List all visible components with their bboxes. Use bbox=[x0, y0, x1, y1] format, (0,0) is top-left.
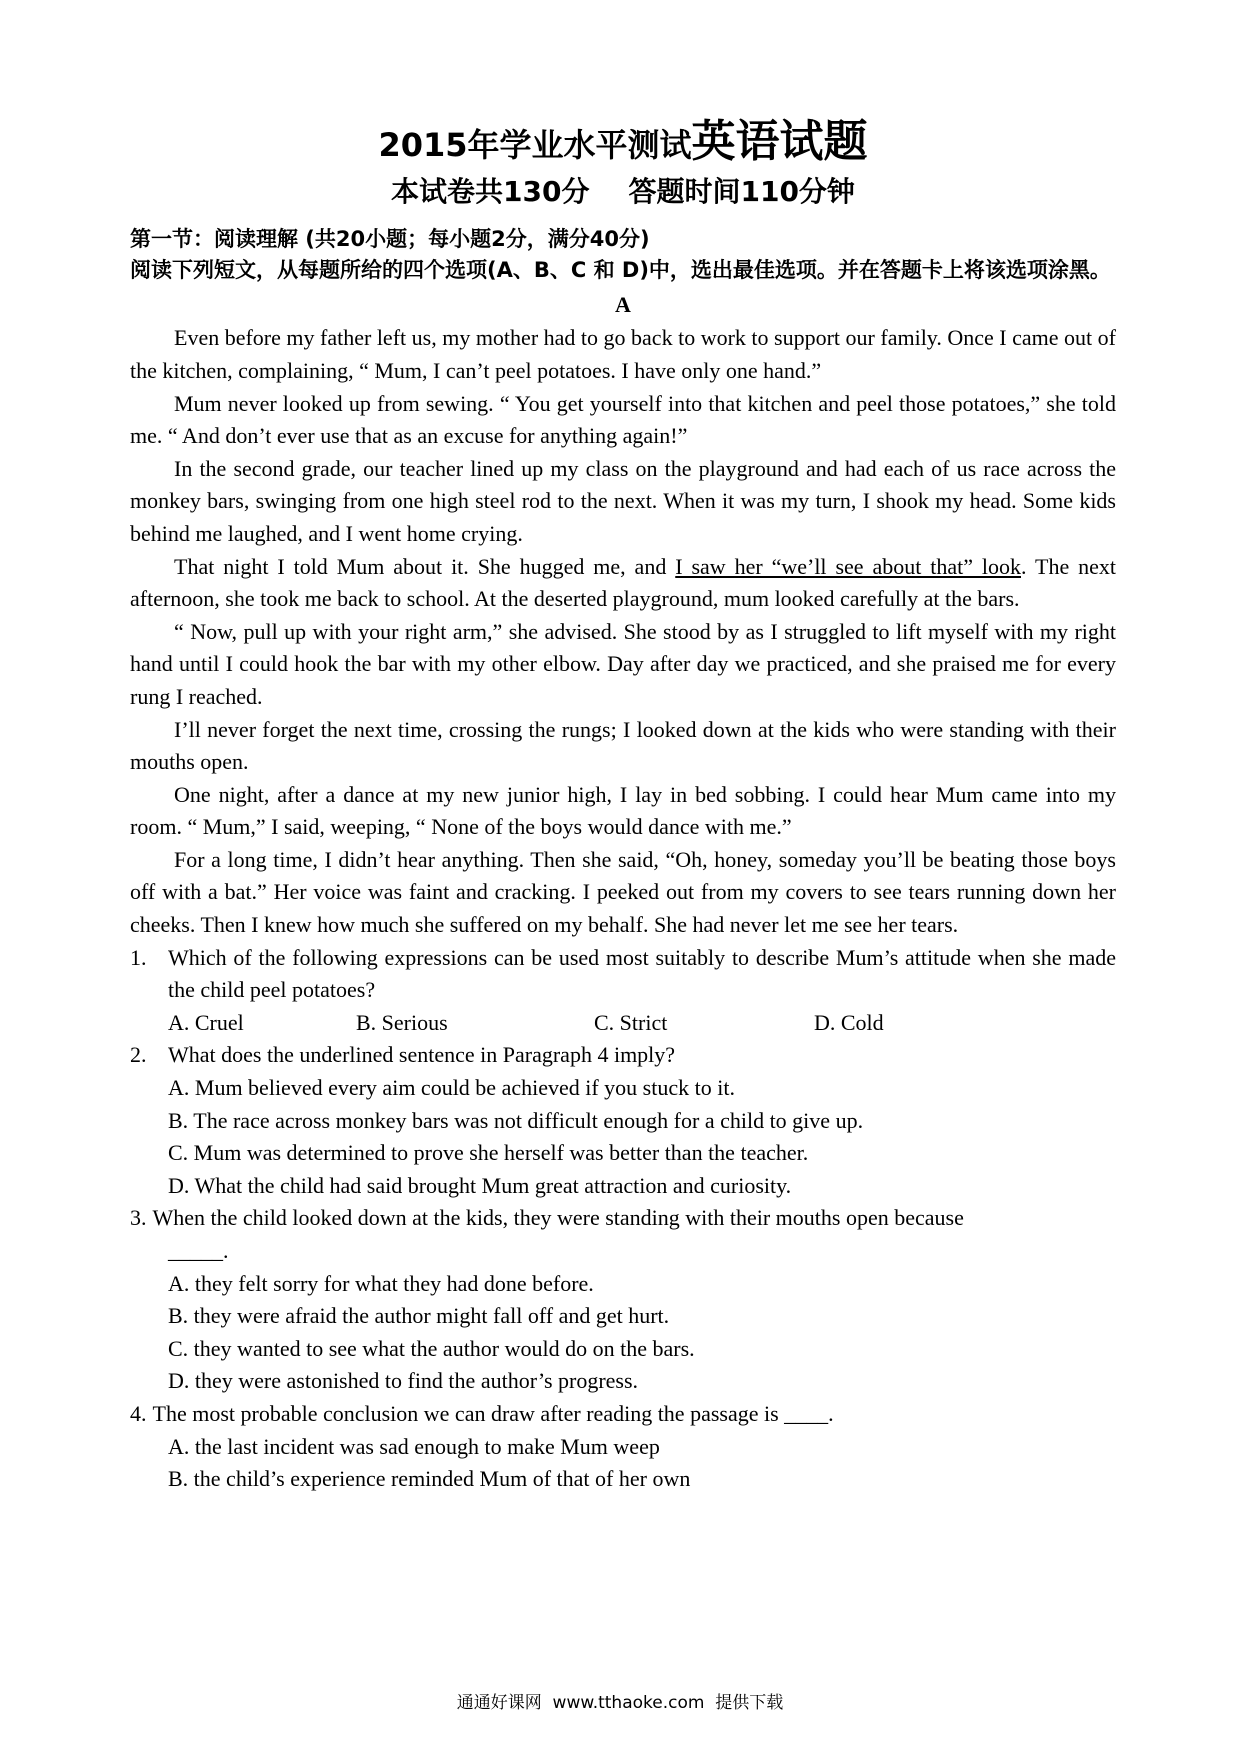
option-a: A. the last incident was sad enough to make Mum weep bbox=[168, 1433, 660, 1459]
paragraph-2: Mum never looked up from sewing. “ You get yourself into that kitchen and peel those potatoes,” she told me. “ And don’t ever use that as an excuse for anything again!” bbox=[130, 390, 1116, 449]
question-1-stem bbox=[130, 942, 1116, 1007]
question-text: What does the underlined sentence in Paragraph 4 imply? bbox=[168, 1042, 676, 1068]
question-number: 3. bbox=[130, 1205, 147, 1231]
paragraph-8: For a long time, I didn’t hear anything. Then she said, “Oh, honey, someday you’ll be beating those boys off with a bat.” Her voice was faint and cracking. I peeked out from my covers to see tears running down her cheeks. Then I knew how much she suffered on my behalf. She had never let me see her tears. bbox=[130, 846, 1116, 938]
question-text: Which of the following expressions can be used most suitably to describe Mum’s attitude when she made the child peel potatoes? bbox=[168, 944, 1116, 1003]
paragraph-5: “ Now, pull up with your right arm,” she advised. She stood by as I struggled to lift myself with my right hand until I could hook the bar with my other elbow. Day after day we practiced, and she praised me for every rung I reached. bbox=[130, 618, 1116, 709]
question-1-options bbox=[130, 1007, 1116, 1040]
paragraph-3: In the second grade, our teacher lined up my class on the playground and had each of us race across the monkey bars, swinging from one high steel rod to the next. When it was my turn, I shook my head. Some kids behind me laughed, and I went home crying. bbox=[130, 455, 1116, 546]
question-2-stem bbox=[130, 1039, 1116, 1072]
paragraph-1: Even before my father left us, my mother had to go back to work to support our family. Once I came out of the kitchen, complaining, “ Mum, I can’t peel potatoes. I have only one hand.” bbox=[130, 325, 1116, 383]
option-d: D. What the child had said brought Mum great attraction and curiosity. bbox=[168, 1172, 792, 1198]
option-a: A. Mum believed every aim could be achieved if you stuck to it. bbox=[168, 1075, 735, 1101]
paragraph-4 bbox=[130, 551, 1116, 616]
option-b: B. The race across monkey bars was not difficult enough for a child to give up. bbox=[168, 1107, 864, 1133]
page-footer: 通通好课网 www.tthaoke.com 提供下载 bbox=[456, 1693, 784, 1713]
option-d: D. Cold bbox=[814, 1009, 884, 1035]
question-number: 2. bbox=[130, 1042, 147, 1068]
question-4 bbox=[130, 1398, 1116, 1496]
option-b: B. Serious bbox=[356, 1009, 448, 1035]
option-c: C. they wanted to see what the author would do on the bars. bbox=[168, 1335, 695, 1361]
paragraph-4-before: That night I told Mum about it. She hugged me, and bbox=[174, 553, 676, 579]
paragraph-7: One night, after a dance at my new junior high, I lay in bed sobbing. I could hear Mum came into my room. “ Mum,” I said, weeping, “ None of the boys would dance with me.” bbox=[130, 781, 1116, 840]
option-d: D. they were astonished to find the author’s progress. bbox=[168, 1368, 639, 1394]
option-a: A. they felt sorry for what they had done before. bbox=[168, 1270, 594, 1296]
option-b: B. they were afraid the author might fall off and get hurt. bbox=[168, 1303, 670, 1329]
question-3-stem bbox=[130, 1202, 1116, 1235]
section-heading: 第一节：阅读理解 (共20小题；每小题2分，满分40分) bbox=[130, 227, 650, 252]
exam-page bbox=[130, 118, 1116, 1496]
question-text: The most probable conclusion we can draw after reading the passage is ____. bbox=[152, 1400, 834, 1426]
option-c: C. Strict bbox=[594, 1009, 668, 1035]
option-a: A. Cruel bbox=[168, 1009, 244, 1035]
question-text: When the child looked down at the kids, they were standing with their mouths open because bbox=[152, 1205, 964, 1231]
paragraph-6: I’ll never forget the next time, crossing the rungs; I looked down at the kids who were standing with their mouths open. bbox=[130, 716, 1116, 775]
question-number: 4. bbox=[130, 1400, 147, 1426]
question-3 bbox=[130, 1202, 1116, 1398]
instructions: 阅读下列短文，从每题所给的四个选项(A、B、C 和 D)中，选出最佳选项。并在答题卡上将该选项涂黑。 bbox=[130, 258, 1111, 283]
question-2 bbox=[130, 1039, 1116, 1202]
question-4-stem bbox=[130, 1398, 1116, 1431]
page-subtitle: 本试卷共130分 答题时间110分钟 bbox=[391, 175, 855, 209]
page-title bbox=[130, 118, 1116, 166]
paragraph-4-after: . The next afternoon, she took me back to school. At the deserted playground, mum looked carefully at the bars. bbox=[130, 553, 1116, 612]
passage-label: A bbox=[615, 292, 631, 318]
title-part1: 2015年学业水平测试 bbox=[378, 126, 692, 164]
question-number: 1. bbox=[130, 944, 147, 970]
option-c: C. Mum was determined to prove she herself was better than the teacher. bbox=[168, 1140, 809, 1166]
option-b: B. the child’s experience reminded Mum of that of her own bbox=[168, 1466, 691, 1492]
underlined-sentence: I saw her “we’ll see about that” look bbox=[675, 553, 1021, 579]
title-part2: 英语试题 bbox=[691, 116, 868, 167]
answer-blank: _____. bbox=[168, 1238, 229, 1264]
question-1 bbox=[130, 942, 1116, 1040]
